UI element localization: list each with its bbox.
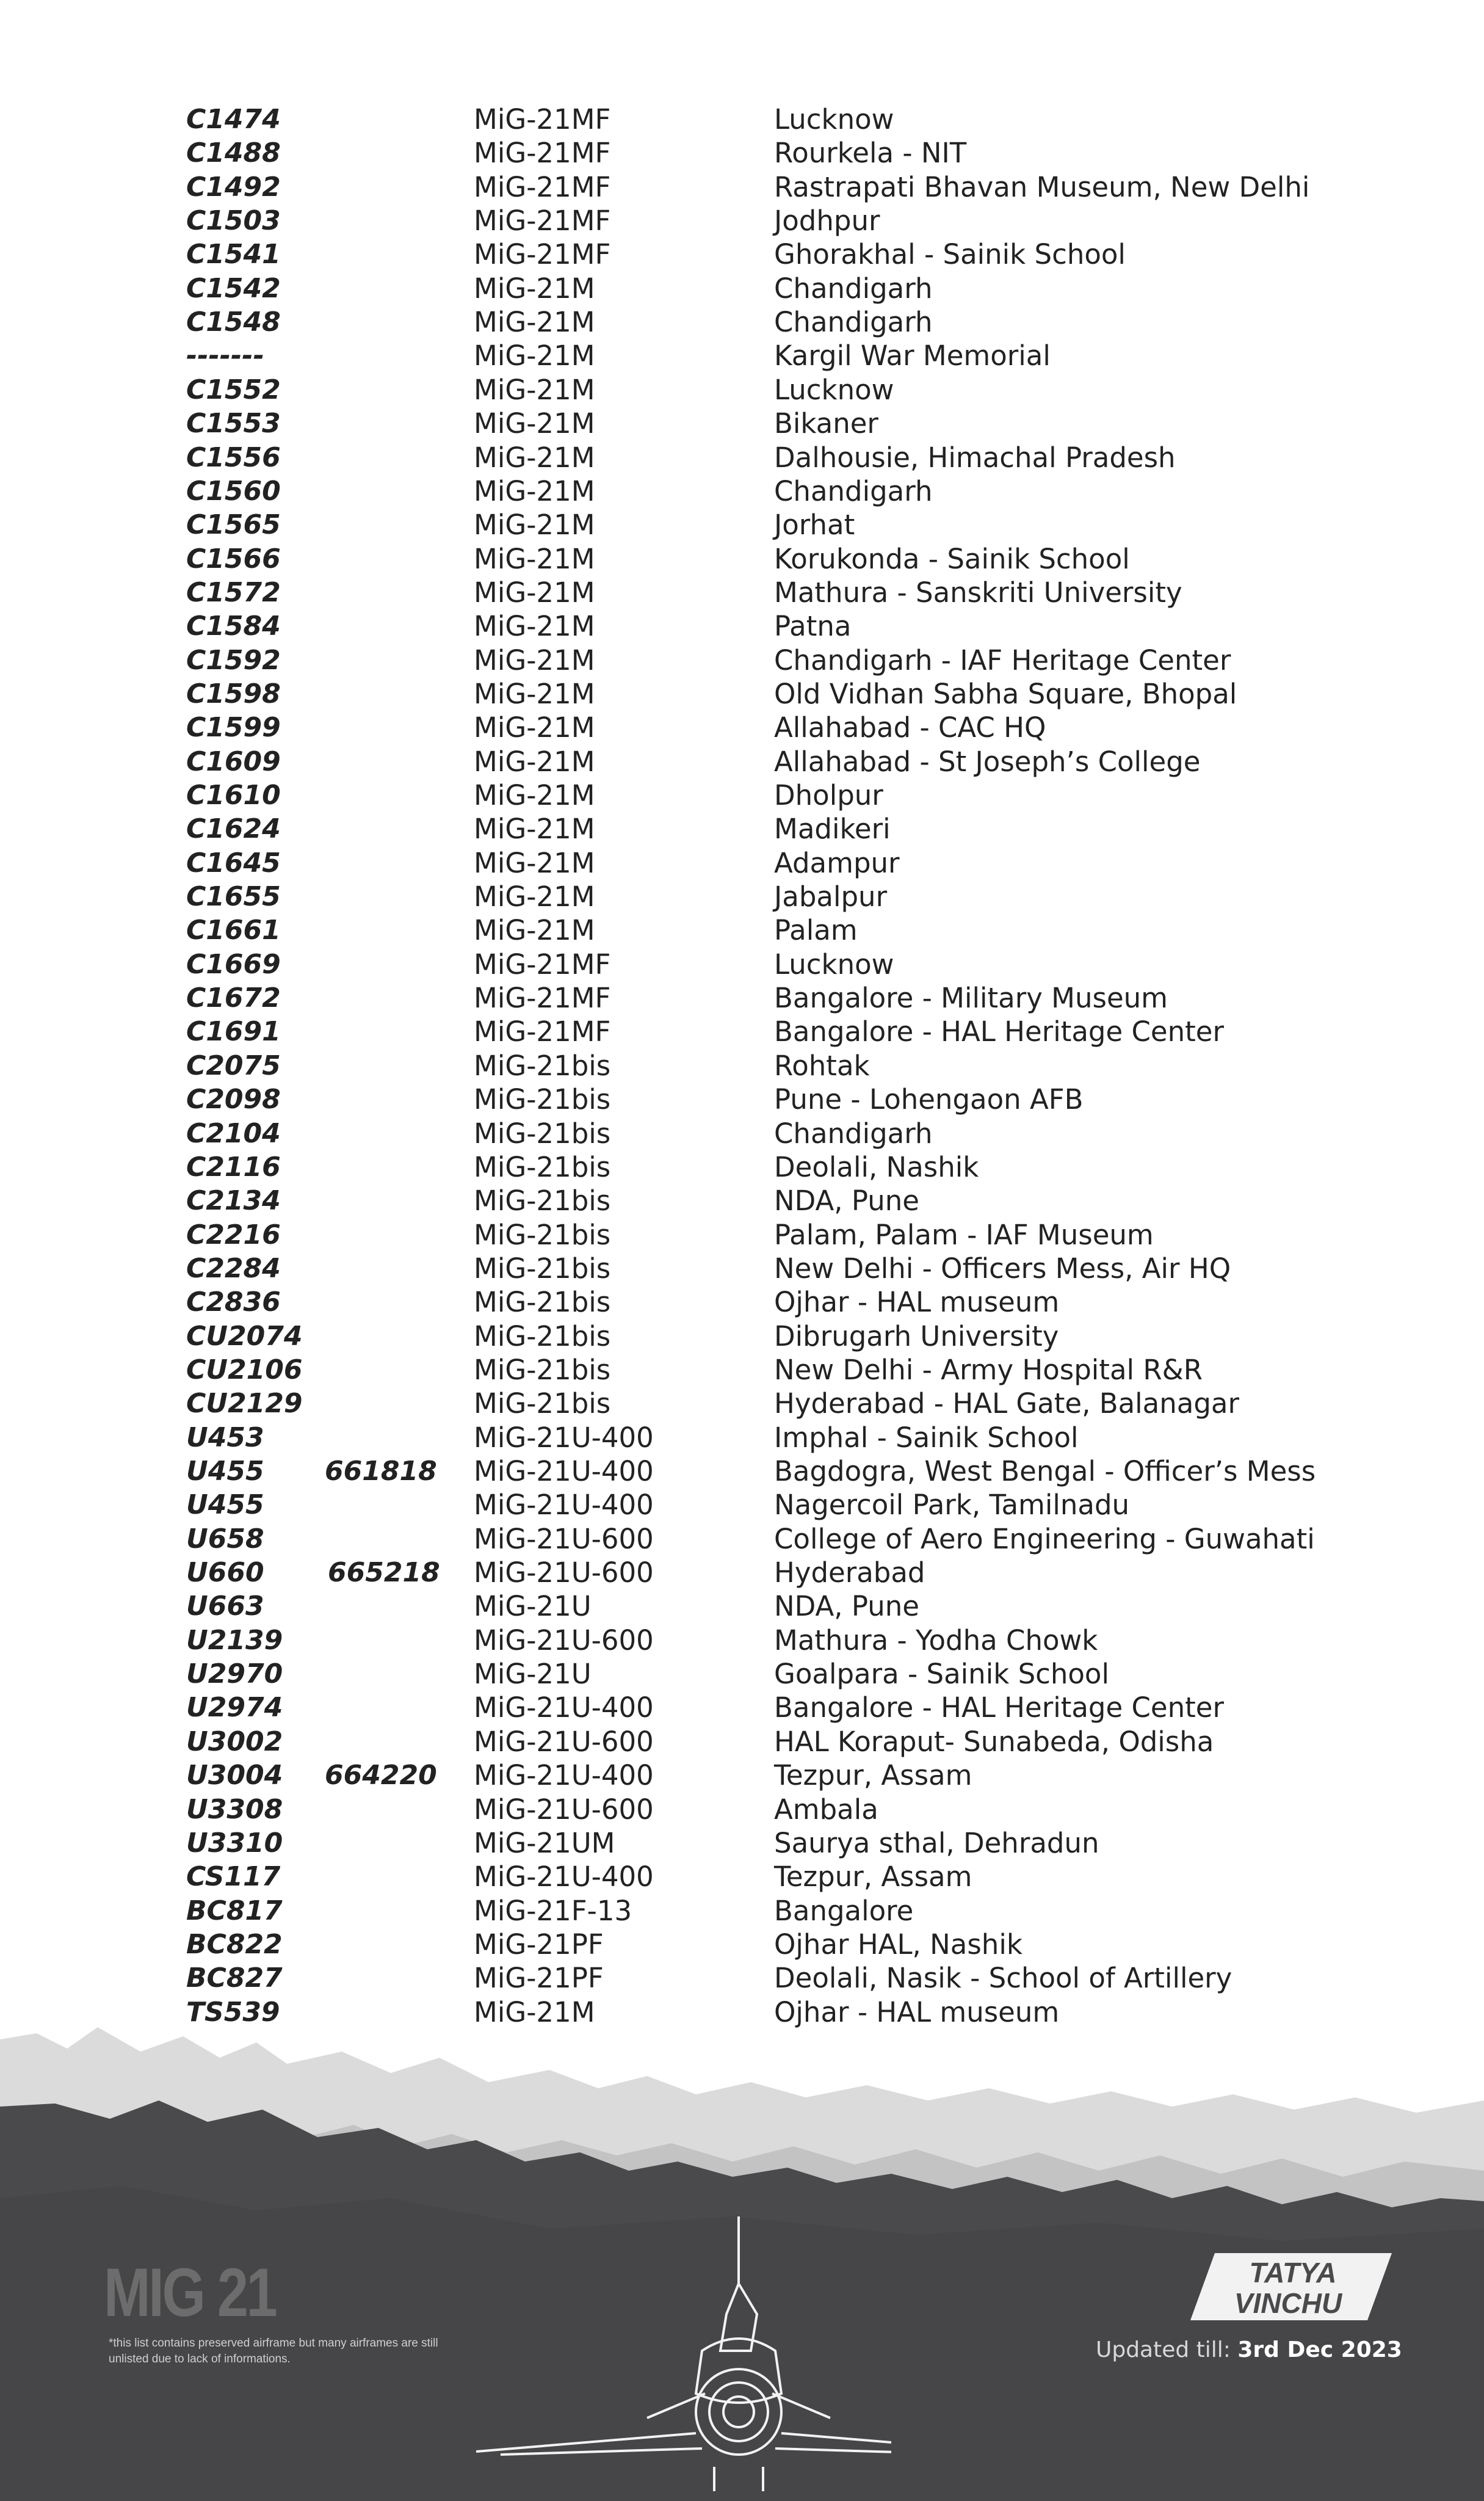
serial-cell: C1566 xyxy=(186,543,281,575)
serial-cell: C1552 xyxy=(186,374,281,405)
serial-cell: U3004 xyxy=(186,1760,283,1791)
type-cell: MiG-21U-600 xyxy=(474,1793,654,1826)
type-cell: MiG-21MF xyxy=(474,103,611,136)
type-cell: MiG-21M xyxy=(474,306,595,339)
table-row xyxy=(0,170,1484,204)
type-cell: MiG-21M xyxy=(474,644,595,677)
table-row xyxy=(0,103,1484,136)
serial-cell: BC827 xyxy=(186,1962,283,1994)
table-row xyxy=(0,1083,1484,1116)
table-row xyxy=(0,1454,1484,1488)
serial-cell: C1609 xyxy=(186,746,281,777)
location-cell: Bagdogra, West Bengal - Officer’s Mess xyxy=(774,1455,1316,1487)
type-cell: MiG-21bis xyxy=(474,1218,611,1251)
serial-cell: CS117 xyxy=(186,1861,281,1893)
location-cell: Old Vidhan Sabha Square, Bhopal xyxy=(774,677,1237,710)
alt-serial-cell: 661818 xyxy=(325,1456,437,1487)
type-cell: MiG-21M xyxy=(474,677,595,710)
location-cell: Mathura - Sanskriti University xyxy=(774,576,1182,609)
table-row xyxy=(0,1556,1484,1589)
serial-cell: C1584 xyxy=(186,611,281,642)
serial-cell: C1565 xyxy=(186,509,281,541)
serial-cell: C1661 xyxy=(186,915,281,946)
table-row xyxy=(0,779,1484,812)
serial-cell: C1669 xyxy=(186,948,281,980)
logo-line1: TATYA xyxy=(1249,2257,1337,2289)
type-cell: MiG-21U-400 xyxy=(474,1455,654,1487)
serial-cell: U663 xyxy=(186,1591,264,1622)
type-cell: MiG-21MF xyxy=(474,137,611,170)
serial-cell: CU2129 xyxy=(186,1388,303,1420)
type-cell: MiG-21MF xyxy=(474,238,611,271)
location-cell: College of Aero Engineering - Guwahati xyxy=(774,1522,1315,1555)
type-cell: MiG-21M xyxy=(474,1995,595,2028)
table-row xyxy=(0,576,1484,609)
type-cell: MiG-21M xyxy=(474,509,595,542)
serial-cell: C2075 xyxy=(186,1050,281,1081)
location-cell: Tezpur, Assam xyxy=(774,1860,972,1893)
table-row xyxy=(0,1049,1484,1083)
location-cell: Ojhar - HAL museum xyxy=(774,1995,1060,2028)
serial-cell: C2098 xyxy=(186,1084,281,1116)
location-cell: Chandigarh xyxy=(774,474,933,507)
location-cell: Bangalore - Military Museum xyxy=(774,982,1168,1015)
location-cell: Rastrapati Bhavan Museum, New Delhi xyxy=(774,170,1310,203)
serial-cell: C2134 xyxy=(186,1185,281,1217)
table-row xyxy=(0,913,1484,947)
alt-serial-cell: 665218 xyxy=(328,1557,440,1589)
location-cell: Rohtak xyxy=(774,1049,870,1082)
type-cell: MiG-21M xyxy=(474,914,595,947)
serial-cell: C1541 xyxy=(186,239,281,270)
location-cell: Lucknow xyxy=(774,373,894,406)
type-cell: MiG-21M xyxy=(474,610,595,643)
table-row xyxy=(0,1961,1484,1995)
type-cell: MiG-21M xyxy=(474,441,595,474)
location-cell: Rourkela - NIT xyxy=(774,137,967,170)
serial-cell: C1572 xyxy=(186,576,281,608)
serial-cell: C1474 xyxy=(186,104,281,135)
serial-cell: C2216 xyxy=(186,1219,281,1250)
location-cell: Patna xyxy=(774,610,852,643)
location-cell: Bangalore xyxy=(774,1894,914,1927)
serial-cell: U2139 xyxy=(186,1624,283,1656)
table-row xyxy=(0,948,1484,981)
table-row xyxy=(0,1488,1484,1522)
table-row xyxy=(0,1860,1484,1893)
table-row xyxy=(0,644,1484,677)
location-cell: Imphal - Sainik School xyxy=(774,1421,1079,1454)
table-row xyxy=(0,272,1484,305)
type-cell: MiG-21U-400 xyxy=(474,1691,654,1724)
updated-label: Updated till: xyxy=(1096,2337,1238,2362)
table-row xyxy=(0,1117,1484,1150)
serial-cell: U3308 xyxy=(186,1793,283,1825)
location-cell: New Delhi - Army Hospital R&R xyxy=(774,1353,1203,1386)
updated-date-value: 3rd Dec 2023 xyxy=(1237,2337,1402,2362)
type-cell: MiG-21M xyxy=(474,779,595,811)
table-row xyxy=(0,305,1484,339)
serial-cell: C1598 xyxy=(186,678,281,710)
type-cell: MiG-21M xyxy=(474,880,595,913)
table-row xyxy=(0,204,1484,238)
serial-cell: C1548 xyxy=(186,307,281,338)
type-cell: MiG-21bis xyxy=(474,1319,611,1352)
serial-cell: C1610 xyxy=(186,780,281,811)
serial-cell: C1492 xyxy=(186,171,281,203)
table-row xyxy=(0,136,1484,170)
type-cell: MiG-21M xyxy=(474,813,595,846)
table-row xyxy=(0,1285,1484,1319)
table-row xyxy=(0,407,1484,440)
location-cell: Saurya sthal, Dehradun xyxy=(774,1826,1099,1859)
logo-line2: VINCHU xyxy=(1234,2287,1342,2319)
table-row xyxy=(0,508,1484,542)
location-cell: Palam xyxy=(774,914,858,947)
type-cell: MiG-21M xyxy=(474,745,595,778)
type-cell: MiG-21bis xyxy=(474,1387,611,1420)
type-cell: MiG-21F-13 xyxy=(474,1894,632,1927)
location-cell: Chandigarh xyxy=(774,1117,933,1150)
location-cell: Nagercoil Park, Tamilnadu xyxy=(774,1489,1130,1522)
mig21-front-silhouette-icon xyxy=(464,2210,891,2497)
table-row xyxy=(0,1319,1484,1353)
location-cell: Allahabad - St Joseph’s College xyxy=(774,745,1201,778)
table-row xyxy=(0,373,1484,407)
table-row xyxy=(0,1387,1484,1420)
type-cell: MiG-21M xyxy=(474,846,595,879)
serial-cell: C1672 xyxy=(186,982,281,1014)
location-cell: Hyderabad xyxy=(774,1556,925,1589)
updated-date xyxy=(1096,2337,1402,2362)
serial-cell: TS539 xyxy=(186,1996,280,2028)
serial-cell: CU2106 xyxy=(186,1354,303,1385)
serial-cell: C1645 xyxy=(186,847,281,879)
serial-cell: C1556 xyxy=(186,441,281,473)
location-cell: Chandigarh - IAF Heritage Center xyxy=(774,644,1231,677)
type-cell: MiG-21PF xyxy=(474,1962,604,1995)
location-cell: Lucknow xyxy=(774,948,894,981)
type-cell: MiG-21U-400 xyxy=(474,1860,654,1893)
serial-cell: C1488 xyxy=(186,137,281,169)
type-cell: MiG-21M xyxy=(474,339,595,372)
location-cell: Bikaner xyxy=(774,407,878,440)
location-cell: Lucknow xyxy=(774,103,894,136)
location-cell: Hyderabad - HAL Gate, Balanagar xyxy=(774,1387,1239,1420)
type-cell: MiG-21MF xyxy=(474,948,611,981)
location-cell: Jodhpur xyxy=(774,205,880,238)
location-cell: Jorhat xyxy=(774,509,855,542)
table-row xyxy=(0,1793,1484,1826)
table-row xyxy=(0,677,1484,711)
serial-cell: BC817 xyxy=(186,1895,283,1926)
location-cell: Dalhousie, Himachal Pradesh xyxy=(774,441,1176,474)
serial-cell: C1592 xyxy=(186,644,281,676)
serial-cell: U658 xyxy=(186,1523,264,1555)
type-cell: MiG-21bis xyxy=(474,1252,611,1285)
table-row xyxy=(0,1657,1484,1691)
type-cell: MiG-21MF xyxy=(474,170,611,203)
serial-cell: C1624 xyxy=(186,813,281,845)
footnote: *this list contains preserved airframe but many airframes are still unlisted due to lack of informations. xyxy=(109,2337,438,2365)
type-cell: MiG-21U-600 xyxy=(474,1725,654,1758)
type-cell: MiG-21bis xyxy=(474,1117,611,1150)
serial-cell: C2836 xyxy=(186,1287,281,1318)
location-cell: Kargil War Memorial xyxy=(774,339,1051,372)
table-row xyxy=(0,474,1484,508)
serial-cell: C1503 xyxy=(186,205,281,237)
table-row xyxy=(0,812,1484,846)
type-cell: MiG-21bis xyxy=(474,1049,611,1082)
serial-cell: C1560 xyxy=(186,475,281,507)
serial-cell: C2284 xyxy=(186,1252,281,1284)
location-cell: Pune - Lohengaon AFB xyxy=(774,1083,1084,1116)
location-cell: NDA, Pune xyxy=(774,1590,919,1623)
serial-cell: C2116 xyxy=(186,1151,281,1183)
location-cell: NDA, Pune xyxy=(774,1185,919,1218)
table-row xyxy=(0,1624,1484,1657)
location-cell: HAL Koraput- Sunabeda, Odisha xyxy=(774,1725,1214,1758)
table-row xyxy=(0,1015,1484,1048)
serial-cell: C1599 xyxy=(186,712,281,744)
type-cell: MiG-21M xyxy=(474,542,595,575)
serial-cell: U455 xyxy=(186,1489,264,1521)
serial-cell: C1655 xyxy=(186,881,281,913)
location-cell: Dholpur xyxy=(774,779,883,811)
table-row xyxy=(0,1421,1484,1454)
type-cell: MiG-21bis xyxy=(474,1286,611,1319)
location-cell: Bangalore - HAL Heritage Center xyxy=(774,1691,1224,1724)
table-row xyxy=(0,1218,1484,1252)
table-row xyxy=(0,1184,1484,1218)
type-cell: MiG-21M xyxy=(474,711,595,744)
table-row xyxy=(0,441,1484,474)
serial-cell: CU2074 xyxy=(186,1320,303,1352)
table-row xyxy=(0,1589,1484,1623)
table-row xyxy=(0,339,1484,372)
location-cell: Tezpur, Assam xyxy=(774,1759,972,1792)
location-cell: Ojhar - HAL museum xyxy=(774,1286,1060,1319)
location-cell: Deolali, Nashik xyxy=(774,1150,979,1183)
location-cell: Allahabad - CAC HQ xyxy=(774,711,1046,744)
type-cell: MiG-21M xyxy=(474,373,595,406)
location-cell: Chandigarh xyxy=(774,272,933,305)
table-row xyxy=(0,1522,1484,1556)
table-row xyxy=(0,711,1484,744)
type-cell: MiG-21UM xyxy=(474,1826,615,1859)
serial-cell: U455 xyxy=(186,1456,264,1487)
serial-cell: U2970 xyxy=(186,1658,283,1690)
table-row xyxy=(0,745,1484,779)
serial-cell: U453 xyxy=(186,1421,264,1453)
serial-cell: ------- xyxy=(186,340,264,372)
location-cell: Madikeri xyxy=(774,813,891,846)
type-cell: MiG-21bis xyxy=(474,1083,611,1116)
table-row xyxy=(0,1894,1484,1928)
mig21-title: MIG 21 xyxy=(104,2254,276,2331)
table-row xyxy=(0,880,1484,913)
table-row xyxy=(0,1725,1484,1759)
table-row xyxy=(0,238,1484,271)
table-row xyxy=(0,609,1484,643)
type-cell: MiG-21U-600 xyxy=(474,1624,654,1657)
table-row xyxy=(0,1826,1484,1860)
table-row xyxy=(0,1150,1484,1184)
serial-cell: U3002 xyxy=(186,1726,283,1757)
type-cell: MiG-21bis xyxy=(474,1150,611,1183)
table-row xyxy=(0,981,1484,1015)
serial-cell: C1553 xyxy=(186,408,281,440)
table-row xyxy=(0,542,1484,576)
type-cell: MiG-21U-400 xyxy=(474,1759,654,1792)
location-cell: Goalpara - Sainik School xyxy=(774,1658,1109,1691)
table-row xyxy=(0,846,1484,880)
serial-cell: C1691 xyxy=(186,1016,281,1048)
footer-banner xyxy=(0,2015,1484,2501)
type-cell: MiG-21U xyxy=(474,1590,592,1623)
serial-cell: U2974 xyxy=(186,1692,283,1724)
type-cell: MiG-21bis xyxy=(474,1185,611,1218)
type-cell: MiG-21M xyxy=(474,576,595,609)
type-cell: MiG-21PF xyxy=(474,1928,604,1961)
type-cell: MiG-21MF xyxy=(474,205,611,238)
location-cell: Ojhar HAL, Nashik xyxy=(774,1928,1023,1961)
location-cell: Ghorakhal - Sainik School xyxy=(774,238,1126,271)
type-cell: MiG-21M xyxy=(474,407,595,440)
serial-cell: U660 xyxy=(186,1557,264,1589)
tatya-vinchu-logo xyxy=(1190,2253,1392,2320)
location-cell: Jabalpur xyxy=(774,880,888,913)
type-cell: MiG-21U xyxy=(474,1658,592,1691)
table-row xyxy=(0,1691,1484,1724)
table-row xyxy=(0,1353,1484,1387)
type-cell: MiG-21M xyxy=(474,474,595,507)
type-cell: MiG-21MF xyxy=(474,1015,611,1048)
location-cell: Ambala xyxy=(774,1793,878,1826)
type-cell: MiG-21M xyxy=(474,272,595,305)
serial-cell: C2104 xyxy=(186,1117,281,1149)
location-cell: Palam, Palam - IAF Museum xyxy=(774,1218,1154,1251)
type-cell: MiG-21bis xyxy=(474,1353,611,1386)
location-cell: Korukonda - Sainik School xyxy=(774,542,1130,575)
type-cell: MiG-21MF xyxy=(474,982,611,1015)
location-cell: Adampur xyxy=(774,846,900,879)
location-cell: Dibrugarh University xyxy=(774,1319,1059,1352)
type-cell: MiG-21U-400 xyxy=(474,1489,654,1522)
table-row xyxy=(0,1252,1484,1285)
serial-cell: C1542 xyxy=(186,272,281,304)
location-cell: New Delhi - Officers Mess, Air HQ xyxy=(774,1252,1231,1285)
type-cell: MiG-21U-600 xyxy=(474,1522,654,1555)
alt-serial-cell: 664220 xyxy=(325,1760,437,1791)
location-cell: Chandigarh xyxy=(774,306,933,339)
serial-cell: BC822 xyxy=(186,1928,283,1960)
type-cell: MiG-21U-600 xyxy=(474,1556,654,1589)
location-cell: Deolali, Nasik - School of Artillery xyxy=(774,1962,1232,1995)
location-cell: Mathura - Yodha Chowk xyxy=(774,1624,1098,1657)
table-row xyxy=(0,1759,1484,1792)
type-cell: MiG-21U-400 xyxy=(474,1421,654,1454)
serial-cell: U3310 xyxy=(186,1827,283,1859)
location-cell: Bangalore - HAL Heritage Center xyxy=(774,1015,1224,1048)
table-row xyxy=(0,1928,1484,1961)
